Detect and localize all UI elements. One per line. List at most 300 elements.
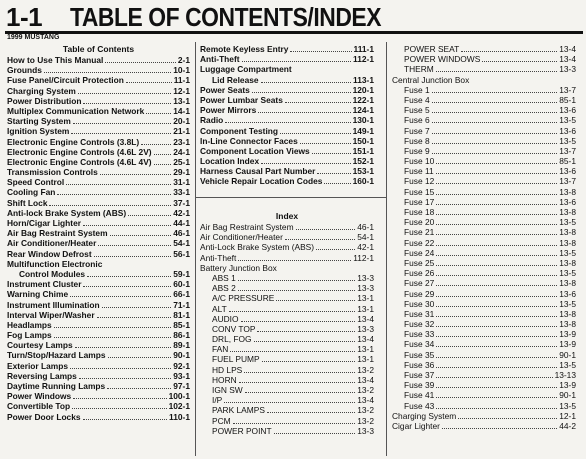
index-entry[interactable] bbox=[392, 85, 576, 95]
entry-label: Fuse 27 bbox=[404, 278, 435, 289]
dot-leader bbox=[230, 344, 355, 352]
dot-leader bbox=[105, 55, 176, 63]
entry-label: Fuse 33 bbox=[404, 329, 435, 340]
entry-page-number: 44-1 bbox=[173, 218, 190, 228]
index-entry[interactable] bbox=[392, 350, 576, 360]
dot-leader bbox=[432, 85, 558, 93]
entry-label: In-Line Connector Faces bbox=[200, 135, 298, 146]
index-entry[interactable] bbox=[392, 95, 576, 105]
index-entry[interactable] bbox=[392, 44, 576, 54]
dot-leader bbox=[54, 330, 172, 338]
entry-page-number: 153-1 bbox=[352, 166, 374, 177]
entry-label: Power Distribution bbox=[7, 95, 82, 106]
entry-page-number: 12-1 bbox=[559, 410, 576, 421]
entry-page-number: 42-1 bbox=[357, 242, 374, 253]
entry-label: Fuse 7 bbox=[404, 125, 430, 136]
index-entry[interactable] bbox=[200, 426, 374, 436]
dot-leader bbox=[233, 416, 356, 424]
index-entry[interactable] bbox=[392, 64, 576, 74]
entry-label: ABS 1 bbox=[212, 272, 236, 283]
index-entry[interactable] bbox=[392, 187, 576, 197]
entry-label: Anti-Theft bbox=[200, 54, 240, 65]
entry-label: Fuse 30 bbox=[404, 298, 435, 309]
index-entry[interactable] bbox=[200, 126, 374, 136]
entry-page-number: 13-1 bbox=[357, 344, 374, 355]
index-entry[interactable] bbox=[200, 44, 374, 54]
index-entry[interactable] bbox=[200, 85, 374, 95]
dot-leader bbox=[98, 238, 171, 246]
entry-page-number: 54-1 bbox=[357, 232, 374, 243]
index-entry[interactable] bbox=[7, 167, 190, 177]
entry-page-number: 13-6 bbox=[559, 125, 576, 136]
entry-page-number: 13-4 bbox=[357, 334, 374, 345]
entry-page-number: 13-8 bbox=[559, 186, 576, 197]
index-entry[interactable] bbox=[7, 401, 190, 411]
entry-page-number: 160-1 bbox=[352, 176, 374, 187]
index-entry[interactable] bbox=[7, 116, 190, 126]
entry-page-number: 21-1 bbox=[173, 126, 190, 137]
entry-page-number: 100-1 bbox=[168, 391, 190, 402]
entry-label: Electronic Engine Controls (3.8L) bbox=[7, 136, 140, 147]
index-entry[interactable] bbox=[7, 65, 190, 75]
entry-page-number: 13-3 bbox=[357, 425, 374, 436]
entry-page-number: 13-6 bbox=[559, 288, 576, 299]
index-entry[interactable] bbox=[200, 344, 374, 354]
dot-leader bbox=[70, 361, 171, 369]
entry-page-number: 60-1 bbox=[173, 279, 190, 290]
index-entry[interactable] bbox=[392, 136, 576, 146]
index-entry[interactable] bbox=[392, 115, 576, 125]
index-entry[interactable] bbox=[200, 176, 374, 186]
dot-leader bbox=[241, 314, 356, 322]
index-entry[interactable] bbox=[7, 238, 190, 248]
index-entry[interactable] bbox=[392, 146, 576, 156]
dot-leader bbox=[141, 137, 171, 145]
entry-label: DRL, FOG bbox=[212, 334, 252, 345]
entry-label: Courtesy Lamps bbox=[7, 340, 73, 351]
index-entry[interactable] bbox=[200, 136, 374, 146]
index-entry[interactable] bbox=[200, 385, 374, 395]
section-heading: Central Junction Box bbox=[392, 74, 470, 85]
index-entry[interactable] bbox=[7, 289, 190, 299]
index-entry[interactable] bbox=[7, 208, 190, 218]
dot-leader bbox=[94, 249, 172, 257]
dot-leader bbox=[66, 177, 171, 185]
entry-label: Radio bbox=[200, 115, 224, 126]
index-entry[interactable] bbox=[392, 166, 576, 176]
entry-page-number: 66-1 bbox=[173, 289, 190, 300]
index-entry[interactable] bbox=[200, 314, 374, 324]
index-entry[interactable] bbox=[200, 324, 374, 334]
dot-leader bbox=[442, 421, 557, 429]
entry-page-number: 11-1 bbox=[173, 75, 190, 86]
index-entry[interactable] bbox=[7, 86, 190, 96]
entry-label: Fuse 31 bbox=[404, 308, 435, 319]
index-entry[interactable] bbox=[392, 380, 576, 390]
dot-leader bbox=[290, 44, 351, 52]
dot-leader bbox=[73, 391, 166, 399]
index-entry[interactable] bbox=[200, 115, 374, 125]
dot-leader bbox=[229, 304, 355, 312]
entry-label: Power Lumbar Seats bbox=[200, 94, 283, 105]
section-heading: Multifunction Electronic bbox=[7, 258, 103, 269]
index-entry[interactable] bbox=[392, 238, 576, 248]
index-entry[interactable] bbox=[7, 269, 190, 279]
dot-leader bbox=[436, 268, 557, 276]
index-entry[interactable] bbox=[392, 156, 576, 166]
entry-page-number: 13-8 bbox=[559, 278, 576, 289]
entry-label: Shift Lock bbox=[7, 197, 48, 208]
index-entry[interactable] bbox=[200, 146, 374, 156]
index-entry[interactable] bbox=[200, 253, 374, 263]
index-entry[interactable] bbox=[200, 354, 374, 364]
dot-leader bbox=[317, 166, 350, 174]
entry-label: Anti-Lock Brake System (ABS) bbox=[200, 242, 315, 253]
column-divider bbox=[386, 42, 387, 456]
entry-label: HORN bbox=[212, 374, 237, 385]
index-entry[interactable] bbox=[7, 381, 190, 391]
entry-page-number: 42-1 bbox=[173, 207, 190, 218]
dot-leader bbox=[436, 238, 557, 246]
index-entry[interactable] bbox=[7, 371, 190, 381]
index-entry[interactable] bbox=[392, 126, 576, 136]
entry-page-number: 92-1 bbox=[173, 360, 190, 371]
entry-label: Charging System bbox=[392, 410, 457, 421]
index-entry[interactable] bbox=[200, 375, 374, 385]
entry-page-number: 13-8 bbox=[559, 227, 576, 238]
entry-page-number: 102-1 bbox=[168, 401, 190, 412]
entry-label: Cigar Lighter bbox=[392, 420, 440, 431]
entry-label: PCM bbox=[212, 415, 231, 426]
entry-page-number: 90-1 bbox=[559, 390, 576, 401]
index-entry[interactable] bbox=[392, 339, 576, 349]
dot-leader bbox=[79, 371, 171, 379]
index-entry[interactable] bbox=[7, 157, 190, 167]
dot-leader bbox=[461, 44, 557, 52]
dot-leader bbox=[72, 401, 166, 409]
index-entry[interactable] bbox=[392, 390, 576, 400]
entry-label: Fuse 35 bbox=[404, 349, 435, 360]
index-entry[interactable] bbox=[200, 395, 374, 405]
entry-page-number: 31-1 bbox=[173, 177, 190, 188]
index-column bbox=[200, 211, 374, 436]
index-entry[interactable] bbox=[7, 320, 190, 330]
entry-page-number: 130-1 bbox=[352, 115, 374, 126]
entry-page-number: 13-8 bbox=[559, 308, 576, 319]
index-entry[interactable] bbox=[392, 258, 576, 268]
dot-leader bbox=[252, 85, 351, 93]
entry-label: POWER WINDOWS bbox=[404, 54, 481, 65]
index-entry[interactable] bbox=[200, 283, 374, 293]
dot-leader bbox=[436, 197, 557, 205]
dot-leader bbox=[97, 310, 172, 318]
section-heading: Luggage Compartment bbox=[200, 64, 292, 75]
dot-leader bbox=[436, 329, 557, 337]
dot-leader bbox=[102, 300, 172, 308]
entry-page-number: 81-1 bbox=[173, 309, 190, 320]
index-entry[interactable] bbox=[7, 412, 190, 422]
index-entry[interactable] bbox=[7, 177, 190, 187]
entry-label: A/C PRESSURE bbox=[212, 293, 275, 304]
entry-label: Fuse 32 bbox=[404, 319, 435, 330]
index-entry[interactable] bbox=[200, 54, 374, 64]
entry-label: I/P bbox=[212, 395, 223, 406]
index-entry[interactable] bbox=[392, 278, 576, 288]
entry-page-number: 13-5 bbox=[559, 135, 576, 146]
entry-page-number: 150-1 bbox=[352, 135, 374, 146]
entry-label: Exterior Lamps bbox=[7, 360, 68, 371]
entry-page-number: 13-7 bbox=[559, 145, 576, 156]
dot-leader bbox=[225, 115, 350, 123]
entry-page-number: 13-6 bbox=[559, 166, 576, 177]
entry-page-number: 86-1 bbox=[173, 330, 190, 341]
dot-leader bbox=[285, 95, 351, 103]
entry-page-number: 13-4 bbox=[357, 374, 374, 385]
year-label: 1999 MUSTANG bbox=[7, 34, 60, 41]
index-entry[interactable] bbox=[392, 217, 576, 227]
index-entry[interactable] bbox=[7, 106, 190, 116]
index-entry[interactable] bbox=[200, 416, 374, 426]
index-entry[interactable] bbox=[392, 207, 576, 217]
entry-label: Fog Lamps bbox=[7, 330, 52, 341]
entry-page-number: 24-1 bbox=[173, 146, 190, 157]
index-entry[interactable] bbox=[200, 334, 374, 344]
entry-page-number: 13-4 bbox=[357, 395, 374, 406]
page-number: 1-1 bbox=[6, 2, 43, 32]
entry-page-number: 13-8 bbox=[559, 257, 576, 268]
dot-leader bbox=[100, 167, 171, 175]
entry-page-number: 122-1 bbox=[352, 94, 374, 105]
entry-label: Fuse 11 bbox=[404, 166, 434, 177]
index-entry[interactable] bbox=[200, 95, 374, 105]
dot-leader bbox=[432, 136, 558, 144]
entry-label: Fuse 1 bbox=[404, 84, 430, 95]
index-entry[interactable] bbox=[392, 268, 576, 278]
index-entry[interactable] bbox=[200, 242, 374, 252]
index-entry[interactable] bbox=[7, 187, 190, 197]
dot-leader bbox=[436, 299, 557, 307]
index-entry[interactable] bbox=[7, 218, 190, 228]
index-entry[interactable] bbox=[200, 105, 374, 115]
entry-page-number: 71-1 bbox=[173, 299, 190, 310]
entry-page-number: 111-1 bbox=[353, 44, 374, 54]
index-entry[interactable] bbox=[392, 105, 576, 115]
entry-label: PARK LAMPS bbox=[212, 405, 265, 416]
entry-label: Fuse 10 bbox=[404, 156, 435, 167]
page-title: TABLE OF CONTENTS/INDEX bbox=[70, 2, 382, 32]
dot-leader bbox=[70, 289, 171, 297]
index-entry[interactable] bbox=[392, 370, 576, 380]
entry-page-number: 44-2 bbox=[559, 420, 576, 431]
index-entry[interactable] bbox=[200, 75, 374, 85]
index-entry[interactable] bbox=[392, 248, 576, 258]
entry-label: Power Seats bbox=[200, 84, 250, 95]
column-title: Table of Contents bbox=[62, 44, 135, 54]
entry-page-number: 13-9 bbox=[559, 380, 576, 391]
index-entry[interactable] bbox=[392, 421, 576, 431]
dot-leader bbox=[274, 426, 356, 434]
dot-leader bbox=[436, 390, 557, 398]
entry-label: Fuse 43 bbox=[404, 400, 435, 411]
index-entry[interactable] bbox=[7, 126, 190, 136]
dot-leader bbox=[154, 147, 172, 155]
index-entry[interactable] bbox=[200, 304, 374, 314]
index-entry[interactable] bbox=[7, 249, 190, 259]
entry-label: Fuse 6 bbox=[404, 115, 430, 126]
dot-leader bbox=[261, 156, 350, 164]
dot-leader bbox=[436, 370, 552, 378]
entry-page-number: 13-1 bbox=[357, 293, 374, 304]
index-entry[interactable] bbox=[7, 137, 190, 147]
dot-leader bbox=[71, 126, 171, 134]
column-title: Index bbox=[275, 211, 299, 221]
entry-label: Fuse 41 bbox=[404, 390, 435, 401]
index-entry[interactable] bbox=[7, 340, 190, 350]
index-entry[interactable] bbox=[392, 401, 576, 411]
dot-leader bbox=[432, 115, 558, 123]
index-entry[interactable] bbox=[200, 365, 374, 375]
index-entry[interactable] bbox=[200, 273, 374, 283]
entry-page-number: 120-1 bbox=[352, 84, 374, 95]
entry-label: Fuse 24 bbox=[404, 247, 435, 258]
index-entry[interactable] bbox=[200, 293, 374, 303]
index-entry[interactable] bbox=[392, 319, 576, 329]
entry-label: Ignition System bbox=[7, 126, 70, 137]
index-entry[interactable] bbox=[7, 310, 190, 320]
entry-label: ALT bbox=[212, 303, 227, 314]
dot-leader bbox=[276, 293, 355, 301]
dot-leader bbox=[436, 380, 557, 388]
dot-leader bbox=[146, 106, 171, 114]
index-entry[interactable] bbox=[7, 391, 190, 401]
index-entry[interactable] bbox=[7, 55, 190, 65]
entry-label: Starting System bbox=[7, 116, 71, 127]
entry-label: Fuse 21 bbox=[404, 227, 435, 238]
entry-label: CONV TOP bbox=[212, 323, 256, 334]
index-entry[interactable] bbox=[7, 147, 190, 157]
dot-leader bbox=[83, 218, 171, 226]
entry-page-number: 13-1 bbox=[173, 95, 190, 106]
entry-label: Power Door Locks bbox=[7, 411, 81, 422]
index-entry[interactable] bbox=[392, 227, 576, 237]
dot-leader bbox=[242, 54, 351, 62]
entry-page-number: 112-1 bbox=[353, 54, 374, 65]
index-entry[interactable] bbox=[7, 96, 190, 106]
index-entry[interactable] bbox=[7, 330, 190, 340]
entry-label: Component Location Views bbox=[200, 145, 310, 156]
entry-page-number: 13-5 bbox=[559, 217, 576, 228]
entry-page-number: 13-6 bbox=[559, 105, 576, 116]
entry-label: How to Use This Manual bbox=[7, 55, 104, 65]
dot-leader bbox=[432, 95, 558, 103]
entry-page-number: 13-8 bbox=[559, 237, 576, 248]
entry-label: Fuse 15 bbox=[404, 186, 435, 197]
dot-leader bbox=[54, 320, 172, 328]
entry-page-number: 13-5 bbox=[559, 247, 576, 258]
index-entry[interactable] bbox=[7, 300, 190, 310]
dot-leader bbox=[254, 334, 356, 342]
entry-label: Turn/Stop/Hazard Lamps bbox=[7, 350, 106, 361]
entry-page-number: 14-1 bbox=[173, 105, 190, 116]
index-entry[interactable] bbox=[392, 411, 576, 421]
index-entry[interactable] bbox=[7, 361, 190, 371]
entry-label: Fuse 18 bbox=[404, 207, 435, 217]
dot-leader bbox=[436, 350, 557, 358]
index-entry[interactable] bbox=[7, 75, 190, 85]
entry-page-number: 56-1 bbox=[173, 248, 190, 259]
index-entry[interactable] bbox=[392, 299, 576, 309]
dot-leader bbox=[244, 365, 355, 373]
dot-leader bbox=[436, 248, 557, 256]
index-entry[interactable] bbox=[7, 279, 190, 289]
entry-page-number: 13-7 bbox=[559, 84, 576, 95]
index-entry[interactable] bbox=[7, 198, 190, 208]
index-entry[interactable] bbox=[200, 405, 374, 415]
index-entry[interactable] bbox=[200, 222, 374, 232]
entry-page-number: 25-1 bbox=[173, 156, 190, 167]
entry-page-number: 46-1 bbox=[357, 222, 374, 232]
entry-label: Component Testing bbox=[200, 125, 279, 136]
index-entry[interactable] bbox=[392, 329, 576, 339]
entry-label: Remote Keyless Entry bbox=[200, 44, 289, 54]
entry-label: Fuse 9 bbox=[404, 145, 430, 156]
dot-leader bbox=[83, 96, 171, 104]
index-entry[interactable] bbox=[392, 197, 576, 207]
dot-leader bbox=[238, 273, 355, 281]
entry-label: Air Conditioner/Heater bbox=[200, 232, 283, 243]
index-entry[interactable] bbox=[392, 176, 576, 186]
dot-leader bbox=[57, 187, 171, 195]
dot-leader bbox=[436, 309, 557, 317]
entry-label: Charging System bbox=[7, 85, 76, 96]
entry-page-number: 46-1 bbox=[173, 228, 190, 239]
entry-label: Fuse 34 bbox=[404, 339, 435, 350]
dot-leader bbox=[316, 242, 355, 250]
index-entry[interactable] bbox=[200, 166, 374, 176]
entry-page-number: 149-1 bbox=[352, 125, 374, 136]
entry-label: Warning Chime bbox=[7, 289, 69, 300]
entry-page-number: 2-1 bbox=[177, 55, 190, 65]
entry-page-number: 89-1 bbox=[173, 340, 190, 351]
entry-label: Horn/Cigar Lighter bbox=[7, 218, 81, 228]
entry-page-number: 20-1 bbox=[173, 116, 190, 127]
index-entry[interactable] bbox=[200, 156, 374, 166]
section-divider bbox=[196, 197, 386, 198]
index-entry[interactable] bbox=[392, 289, 576, 299]
index-entry[interactable] bbox=[392, 54, 576, 64]
index-entry[interactable] bbox=[200, 232, 374, 242]
entry-label: POWER POINT bbox=[212, 425, 272, 436]
dot-leader bbox=[432, 146, 558, 154]
entry-label: Fuse Panel/Circuit Protection bbox=[7, 75, 124, 86]
entry-page-number: 110-1 bbox=[169, 411, 190, 422]
dot-leader bbox=[300, 136, 351, 144]
entry-label: FAN bbox=[212, 344, 229, 355]
entry-label: Air Bag Restraint System bbox=[200, 222, 294, 232]
index-entry[interactable] bbox=[392, 360, 576, 370]
entry-label: Lid Release bbox=[212, 74, 259, 85]
table-of-contents-column bbox=[7, 44, 190, 422]
column-divider bbox=[195, 42, 196, 456]
index-entry[interactable] bbox=[7, 350, 190, 360]
index-entry[interactable] bbox=[392, 309, 576, 319]
dot-leader bbox=[245, 385, 356, 393]
table-of-contents-column-2 bbox=[200, 44, 374, 187]
index-entry[interactable] bbox=[7, 228, 190, 238]
dot-leader bbox=[436, 319, 557, 327]
entry-label: Fuse 8 bbox=[404, 135, 430, 146]
entry-label: Location Index bbox=[200, 156, 260, 167]
